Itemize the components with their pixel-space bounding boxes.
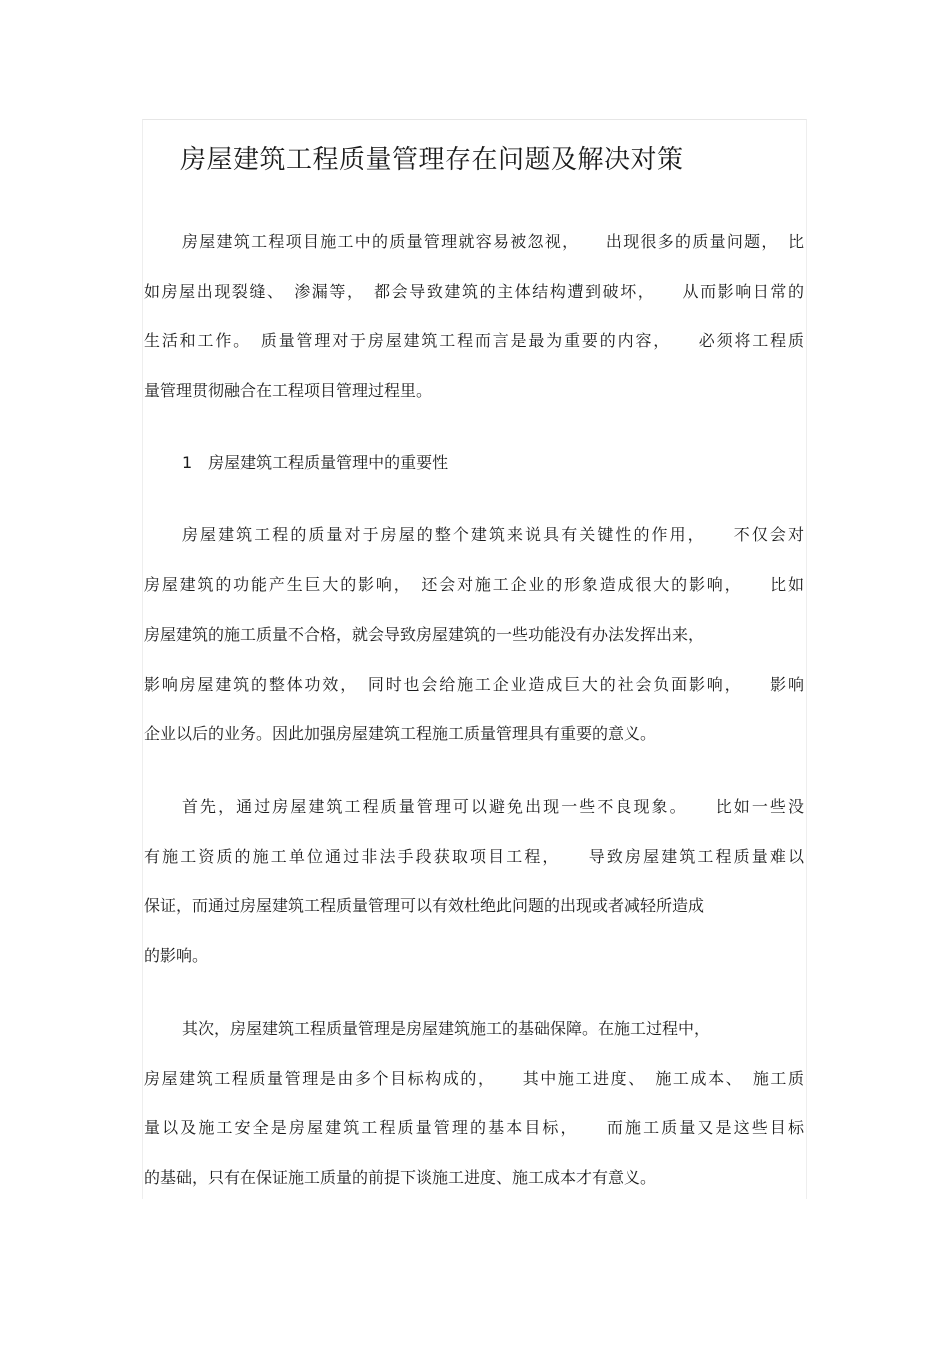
para1-line-5: 企业以后的业务。因此加强房屋建筑工程施工质量管理具有重要的意义。 (144, 724, 657, 743)
para2-line-2: 有施工资质的施工单位通过非法手段获取项目工程， 导致房屋建筑工程质量难以 (144, 847, 804, 866)
para3-line-2: 房屋建筑工程质量管理是由多个目标构成的， 其中施工进度、 施工成本、 施工质 (144, 1069, 804, 1088)
intro-line-1: 房屋建筑工程项目施工中的质量管理就容易被忽视， 出现很多的质量问题， 比 (182, 232, 804, 251)
para2-line-3: 保证，而通过房屋建筑工程质量管理可以有效杜绝此问题的出现或者减轻所造成 (144, 896, 705, 915)
intro-line-2: 如房屋出现裂缝、 渗漏等， 都会导致建筑的主体结构遭到破坏， 从而影响日常的 (144, 282, 804, 301)
para2-line-4: 的影响。 (144, 946, 209, 965)
page-title: 房屋建筑工程质量管理存在问题及解决对策 (180, 145, 684, 175)
para3-line-1: 其次，房屋建筑工程质量管理是房屋建筑施工的基础保障。在施工过程中， (182, 1019, 711, 1038)
intro-line-3: 生活和工作。 质量管理对于房屋建筑工程而言是最为重要的内容， 必须将工程质 (144, 331, 804, 350)
para1-line-3: 房屋建筑的施工质量不合格，就会导致房屋建筑的一些功能没有办法发挥出来， (144, 625, 705, 644)
para1-line-2: 房屋建筑的功能产生巨大的影响， 还会对施工企业的形象造成很大的影响， 比如 (144, 575, 804, 594)
para1-line-4: 影响房屋建筑的整体功效， 同时也会给施工企业造成巨大的社会负面影响， 影响 (144, 675, 804, 694)
para3-line-3: 量以及施工安全是房屋建筑工程质量管理的基本目标， 而施工质量又是这些目标 (144, 1118, 804, 1137)
para1-line-1: 房屋建筑工程的质量对于房屋的整个建筑来说具有关键性的作用， 不仅会对 (182, 525, 804, 544)
intro-line-4: 量管理贯彻融合在工程项目管理过程里。 (144, 381, 433, 400)
section-heading: 1 房屋建筑工程质量管理中的重要性 (182, 453, 449, 472)
para2-line-1: 首先，通过房屋建筑工程质量管理可以避免出现一些不良现象。 比如一些没 (182, 797, 804, 816)
para3-line-4: 的基础，只有在保证施工质量的前提下谈施工进度、施工成本才有意义。 (144, 1168, 657, 1187)
